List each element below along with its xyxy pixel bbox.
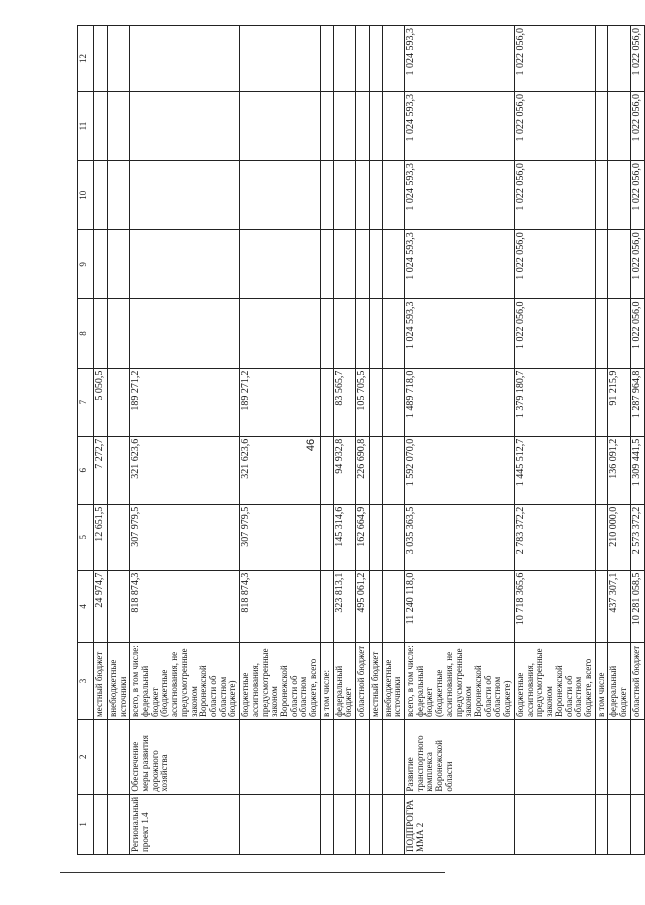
item-name-cell [382,719,404,794]
amount-cell: 1 309 441,5 [630,436,644,504]
amount-cell [382,504,404,570]
amount-cell: 1 489 718,0 [405,368,515,436]
table-header [78,26,94,855]
amount-cell: 145 314,6 [333,504,355,570]
amount-cell [107,91,129,160]
item-name-cell [320,719,333,794]
amount-cell: 1 024 593,3 [405,161,515,230]
amount-cell: 1 287 964,8 [630,368,644,436]
funding-source-cell: федеральный бюджет [333,643,355,720]
amount-cell: 321 623,6 [240,436,321,504]
amount-cell [356,299,370,368]
table-body [94,26,645,855]
amount-cell [240,91,321,160]
item-name-cell [608,719,630,794]
table-row [405,26,515,855]
amount-cell [240,230,321,299]
amount-cell [595,368,608,436]
funding-source-cell: внебюджетные источники [382,643,404,720]
amount-cell: 323 813,1 [333,570,355,642]
amount-cell: 1 022 056,0 [514,230,595,299]
amount-cell [369,299,382,368]
amount-cell [356,161,370,230]
item-code-cell [320,794,333,854]
amount-cell: 1 022 056,0 [514,26,595,92]
table-row [130,26,240,855]
amount-cell [595,436,608,504]
funding-source-cell: областной бюджет [356,643,370,720]
amount-cell [608,91,630,160]
amount-cell: 162 664,9 [356,504,370,570]
column-number-2: 2 [78,719,94,794]
amount-cell: 10 281 058,5 [630,570,644,642]
amount-cell [240,26,321,92]
amount-cell [369,504,382,570]
amount-cell [107,368,129,436]
amount-cell [94,299,108,368]
amount-cell [130,161,240,230]
table-row [240,26,321,855]
amount-cell [608,26,630,92]
amount-cell: 307 979,5 [240,504,321,570]
budget-table [77,25,645,855]
item-name-cell [107,719,129,794]
amount-cell [333,161,355,230]
column-number-12: 12 [78,26,94,92]
table-row [107,26,129,855]
amount-cell: 91 215,9 [608,368,630,436]
amount-cell [107,436,129,504]
amount-cell [107,230,129,299]
amount-cell: 1 022 056,0 [630,299,644,368]
funding-source-cell: в том числе: [320,643,333,720]
amount-cell [320,230,333,299]
amount-cell [320,504,333,570]
amount-cell [369,161,382,230]
amount-cell [320,161,333,230]
amount-cell: 1 022 056,0 [630,161,644,230]
funding-source-cell: всего, в том числе: федеральный бюджет (бюджетные ассигнования, не предусмотренные законом Воронежской области об областном бюджете) [405,643,515,720]
table-row [630,26,644,855]
item-name-cell [240,719,321,794]
item-code-cell [333,794,355,854]
amount-cell: 307 979,5 [130,504,240,570]
amount-cell [595,504,608,570]
amount-cell [240,299,321,368]
amount-cell [382,91,404,160]
amount-cell: 12 651,5 [94,504,108,570]
amount-cell [94,161,108,230]
table-row [608,26,630,855]
amount-cell [107,299,129,368]
amount-cell: 495 061,2 [356,570,370,642]
funding-source-cell: местный бюджет [94,643,108,720]
column-number-11: 11 [78,91,94,160]
amount-cell [369,230,382,299]
item-code-cell [514,794,595,854]
item-code-cell [94,794,108,854]
amount-cell: 1 022 056,0 [630,26,644,92]
amount-cell [608,161,630,230]
amount-cell: 1 592 070,0 [405,436,515,504]
amount-cell [320,436,333,504]
item-name-cell [369,719,382,794]
amount-cell [608,299,630,368]
item-code-cell: Региональный проект 1.4 [130,794,240,854]
amount-cell: 24 974,7 [94,570,108,642]
amount-cell [382,570,404,642]
item-name-cell [356,719,370,794]
item-name-cell [630,719,644,794]
amount-cell: 818 874,3 [130,570,240,642]
amount-cell: 1 022 056,0 [514,91,595,160]
amount-cell: 321 623,6 [130,436,240,504]
amount-cell [333,230,355,299]
funding-source-cell: всего, в том числе: федеральный бюджет (бюджетные ассигнования, не предусмотренные законом Воронежской области об областном бюджете) [130,643,240,720]
amount-cell: 7 272,7 [94,436,108,504]
item-code-cell: ПОДПРОГРАММА 2 [405,794,515,854]
funding-source-cell: федеральный бюджет [608,643,630,720]
item-name-cell [94,719,108,794]
funding-source-cell: местный бюджет [369,643,382,720]
rotated-table-wrapper [77,25,642,855]
amount-cell: 189 271,2 [240,368,321,436]
amount-cell [320,570,333,642]
item-code-cell [630,794,644,854]
amount-cell [320,368,333,436]
amount-cell: 818 874,3 [240,570,321,642]
item-code-cell [356,794,370,854]
amount-cell [107,26,129,92]
amount-cell: 1 024 593,3 [405,299,515,368]
amount-cell [94,26,108,92]
amount-cell: 1 022 056,0 [630,91,644,160]
amount-cell: 1 022 056,0 [514,161,595,230]
column-number-9: 9 [78,230,94,299]
amount-cell: 2 783 372,2 [514,504,595,570]
column-number-8: 8 [78,299,94,368]
amount-cell [94,230,108,299]
amount-cell [356,26,370,92]
column-number-7: 7 [78,368,94,436]
table-row [320,26,333,855]
table-row [595,26,608,855]
amount-cell: 5 050,5 [94,368,108,436]
item-name-cell [333,719,355,794]
amount-cell: 226 690,8 [356,436,370,504]
amount-cell: 10 718 365,6 [514,570,595,642]
amount-cell [130,91,240,160]
funding-source-cell: внебюджетные источники [107,643,129,720]
amount-cell: 189 271,2 [130,368,240,436]
amount-cell: 3 035 363,5 [405,504,515,570]
amount-cell: 11 240 118,0 [405,570,515,642]
amount-cell [595,299,608,368]
amount-cell [107,570,129,642]
amount-cell [595,570,608,642]
amount-cell [94,91,108,160]
amount-cell: 1 022 056,0 [630,230,644,299]
item-name-cell: Развитие транспортного комплекса Воронежской области [405,719,515,794]
item-code-cell [240,794,321,854]
item-code-cell [595,794,608,854]
amount-cell: 1 379 180,7 [514,368,595,436]
column-number-6: 6 [78,436,94,504]
amount-cell [608,230,630,299]
amount-cell [382,161,404,230]
item-name-cell: Обеспечение меры развития дорожного хозяйства [130,719,240,794]
table-row [514,26,595,855]
amount-cell: 136 091,2 [608,436,630,504]
item-code-cell [369,794,382,854]
amount-cell [130,26,240,92]
amount-cell: 1 024 593,3 [405,26,515,92]
item-name-cell [514,719,595,794]
page-number: 46 [305,438,317,452]
amount-cell: 83 565,7 [333,368,355,436]
amount-cell: 437 307,1 [608,570,630,642]
amount-cell: 1 024 593,3 [405,230,515,299]
amount-cell [382,436,404,504]
item-name-cell [595,719,608,794]
amount-cell [369,91,382,160]
amount-cell [130,230,240,299]
amount-cell: 1 445 512,7 [514,436,595,504]
table-row [333,26,355,855]
amount-cell [333,26,355,92]
amount-cell [130,299,240,368]
amount-cell [369,570,382,642]
item-code-cell [608,794,630,854]
amount-cell [320,299,333,368]
amount-cell [369,26,382,92]
funding-source-cell: в том числе [595,643,608,720]
amount-cell [107,504,129,570]
amount-cell [320,91,333,160]
amount-cell [333,91,355,160]
amount-cell: 1 022 056,0 [514,299,595,368]
amount-cell [107,161,129,230]
column-number-3: 3 [78,643,94,720]
amount-cell [382,26,404,92]
table-row [369,26,382,855]
amount-cell [595,230,608,299]
funding-source-cell: бюджетные ассигнования, предусмотренные законом Воронежской области об областном бюджете, всего [514,643,595,720]
amount-cell [595,26,608,92]
amount-cell [333,299,355,368]
amount-cell [595,91,608,160]
amount-cell: 2 573 372,2 [630,504,644,570]
amount-cell [382,368,404,436]
column-number-5: 5 [78,504,94,570]
amount-cell [240,161,321,230]
amount-cell: 210 000,0 [608,504,630,570]
amount-cell [369,436,382,504]
bottom-rule [60,872,445,873]
amount-cell [595,161,608,230]
table-row [382,26,404,855]
table-row [356,26,370,855]
item-code-cell [382,794,404,854]
amount-cell [356,230,370,299]
column-number-4: 4 [78,570,94,642]
amount-cell [382,299,404,368]
amount-cell: 105 705,5 [356,368,370,436]
amount-cell [356,91,370,160]
column-number-10: 10 [78,161,94,230]
amount-cell: 94 932,8 [333,436,355,504]
amount-cell: 1 024 593,3 [405,91,515,160]
table-row [94,26,108,855]
amount-cell [320,26,333,92]
amount-cell [382,230,404,299]
column-number-1: 1 [78,794,94,854]
funding-source-cell: бюджетные ассигнования, предусмотренные законом Воронежской области об областном бюджете, всего [240,643,321,720]
funding-source-cell: областной бюджет [630,643,644,720]
amount-cell [369,368,382,436]
item-code-cell [107,794,129,854]
